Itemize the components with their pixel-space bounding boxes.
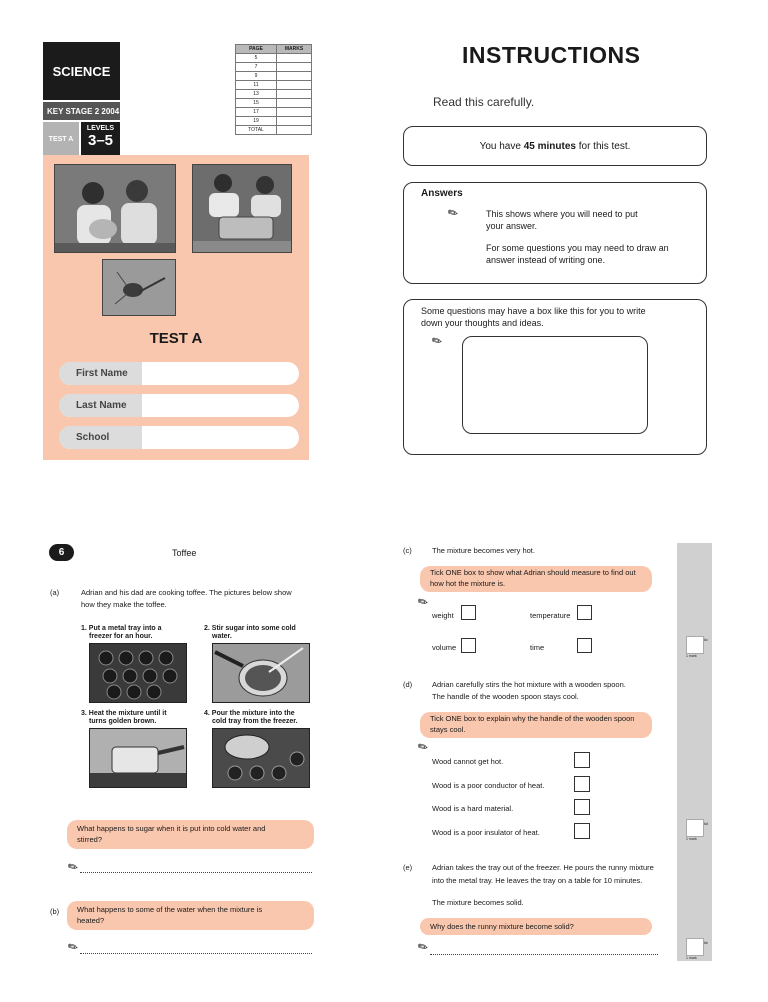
step-1-photo bbox=[89, 643, 187, 703]
pencil-icon: ✎ bbox=[65, 938, 81, 956]
last-name-label: Last Name bbox=[59, 394, 142, 417]
answers-text-2a: For some questions you may need to draw an bbox=[486, 243, 669, 253]
photo-insect bbox=[102, 259, 176, 316]
saucepan-heat-image bbox=[90, 729, 186, 787]
box-text-b: down your thoughts and ideas. bbox=[421, 318, 544, 328]
option-poor-conductor-checkbox[interactable] bbox=[574, 776, 590, 792]
marks-table-page: 11 bbox=[236, 81, 277, 90]
photo-children-tray bbox=[192, 164, 292, 253]
marks-table-cell[interactable] bbox=[277, 117, 312, 126]
step-3-line-2: turns golden brown. bbox=[89, 718, 157, 725]
option-poor-conductor-label: Wood is a poor conductor of heat. bbox=[432, 781, 545, 790]
marks-table-total: TOTAL bbox=[236, 126, 277, 135]
option-time-checkbox[interactable] bbox=[577, 638, 592, 653]
answer-line-b[interactable] bbox=[80, 953, 312, 954]
marks-table-header-marks: MARKS bbox=[277, 45, 312, 54]
option-volume-checkbox[interactable] bbox=[461, 638, 476, 653]
step-2-line-2: water. bbox=[212, 633, 232, 640]
question-number-badge: 6 bbox=[49, 544, 74, 561]
option-weight-label: weight bbox=[432, 611, 454, 620]
pencil-icon: ✎ bbox=[415, 593, 431, 611]
subject-title: SCIENCE bbox=[52, 63, 111, 79]
marks-table-header-page: PAGE bbox=[236, 45, 277, 54]
mark-label-e: 1 mark bbox=[686, 956, 697, 960]
part-e-text-2: into the metal tray. He leaves the tray on a table for 10 minutes. bbox=[432, 876, 643, 885]
step-2-photo bbox=[212, 643, 310, 703]
marks-table-page: 15 bbox=[236, 99, 277, 108]
step-3-line-1: Heat the mixture until it bbox=[88, 710, 167, 717]
option-cannot-get-hot-label: Wood cannot get hot. bbox=[432, 757, 504, 766]
mark-code-e: 6e bbox=[704, 941, 708, 945]
mark-code-d: 6d bbox=[704, 822, 708, 826]
time-text bbox=[404, 140, 706, 153]
step-2-line-1: Stir sugar into some cold bbox=[211, 625, 296, 632]
mark-code-c: 6c bbox=[704, 638, 708, 642]
levels-range: 3–5 bbox=[87, 132, 114, 149]
photo-children-tray-image bbox=[193, 165, 292, 253]
marks-table-page: 5 bbox=[236, 54, 277, 63]
question-d-prompt bbox=[420, 712, 652, 738]
step-3-label bbox=[81, 710, 167, 718]
answers-text-1b: your answer. bbox=[486, 221, 538, 231]
marks-table-page: 13 bbox=[236, 90, 277, 99]
step-4-label bbox=[204, 710, 295, 718]
pencil-icon: ✎ bbox=[65, 858, 81, 876]
answer-writing-box[interactable] bbox=[462, 336, 648, 434]
levels-label: LEVELS bbox=[86, 125, 115, 132]
step-4-num: 4. bbox=[204, 710, 210, 717]
marks-margin bbox=[677, 543, 712, 961]
part-b-label: (b) bbox=[50, 907, 60, 916]
marks-table-page: 19 bbox=[236, 117, 277, 126]
answers-heading: Answers bbox=[421, 188, 463, 199]
option-volume-label: volume bbox=[432, 643, 457, 652]
saucepan-stir-image bbox=[213, 644, 309, 702]
option-temperature-label: temperature bbox=[530, 611, 571, 620]
step-1-line-2: freezer for an hour. bbox=[89, 633, 153, 640]
levels-badge bbox=[81, 122, 120, 156]
mark-box-d[interactable] bbox=[686, 819, 704, 837]
part-d-text-2: The handle of the wooden spoon stays cool. bbox=[432, 692, 579, 701]
school-label: School bbox=[59, 426, 142, 449]
photo-children-experiment-image bbox=[55, 165, 176, 253]
question-a-line-2: stirred? bbox=[77, 835, 103, 844]
question-c-line-2: how hot the mixture is. bbox=[430, 579, 506, 588]
part-a-text-2: how they make the toffee. bbox=[81, 600, 167, 609]
part-a-label: (a) bbox=[50, 588, 60, 597]
part-e-label: (e) bbox=[403, 863, 413, 872]
mark-box-c[interactable] bbox=[686, 636, 704, 654]
option-hard-material-label: Wood is a hard material. bbox=[432, 804, 514, 813]
instructions-title: INSTRUCTIONS bbox=[462, 42, 641, 68]
muffin-tray-image bbox=[90, 644, 186, 702]
instructions-read: Read this carefully. bbox=[433, 95, 535, 109]
option-poor-insulator-checkbox[interactable] bbox=[574, 823, 590, 839]
step-2-num: 2. bbox=[204, 625, 210, 632]
marks-table-cell[interactable] bbox=[277, 63, 312, 72]
pencil-icon: ✎ bbox=[415, 738, 431, 756]
time-bold: 45 minutes bbox=[523, 141, 576, 152]
part-c-label: (c) bbox=[403, 546, 412, 555]
mark-box-e[interactable] bbox=[686, 938, 704, 956]
question-e-line: Why does the runny mixture become solid? bbox=[430, 922, 574, 931]
part-c-text: The mixture becomes very hot. bbox=[432, 546, 535, 555]
step-3-num: 3. bbox=[81, 710, 87, 717]
part-a-text-1: Adrian and his dad are cooking toffee. The pictures below show bbox=[81, 588, 292, 597]
part-d-label: (d) bbox=[403, 680, 413, 689]
question-c-prompt bbox=[420, 566, 652, 592]
marks-table-cell[interactable] bbox=[277, 90, 312, 99]
pour-mixture-image bbox=[213, 729, 309, 787]
answers-text-1a: This shows where you will need to put bbox=[486, 209, 638, 219]
first-name-field[interactable] bbox=[59, 362, 299, 385]
part-e-text-3: The mixture becomes solid. bbox=[432, 898, 524, 907]
question-d-line-2: stays cool. bbox=[430, 725, 466, 734]
first-name-label: First Name bbox=[59, 362, 142, 385]
step-1-label bbox=[81, 625, 162, 633]
question-e-prompt bbox=[420, 918, 652, 935]
cover-test-title: TEST A bbox=[149, 330, 203, 347]
photo-children-experiment bbox=[54, 164, 176, 253]
part-e-text-1: Adrian takes the tray out of the freezer. He pours the runny mixture bbox=[432, 863, 654, 872]
option-time-label: time bbox=[530, 643, 545, 652]
option-weight-checkbox[interactable] bbox=[461, 605, 476, 620]
step-1-line-1: Put a metal tray into a bbox=[88, 625, 162, 632]
answers-text-2b: answer instead of writing one. bbox=[486, 255, 606, 265]
answers-box bbox=[403, 182, 707, 284]
marks-table-cell[interactable] bbox=[277, 126, 312, 135]
key-stage-label: KEY STAGE 2 2004 bbox=[43, 102, 120, 120]
marks-table-cell[interactable] bbox=[277, 99, 312, 108]
question-a-prompt bbox=[67, 820, 314, 849]
school-field[interactable] bbox=[59, 426, 299, 449]
pencil-icon: ✎ bbox=[429, 332, 445, 350]
question-a-line-1: What happens to sugar when it is put into cold water and bbox=[77, 824, 266, 833]
step-4-photo bbox=[212, 728, 310, 788]
time-suffix: for this test. bbox=[575, 141, 631, 152]
box-text-a: Some questions may have a box like this for you to write bbox=[421, 306, 646, 316]
pencil-icon: ✎ bbox=[445, 204, 461, 222]
question-title: Toffee bbox=[172, 548, 197, 558]
option-poor-insulator-label: Wood is a poor insulator of heat. bbox=[432, 828, 540, 837]
question-b-line-1: What happens to some of the water when the mixture is bbox=[77, 905, 263, 914]
step-4-line-1: Pour the mixture into the bbox=[211, 710, 295, 717]
mark-label-d: 1 mark bbox=[686, 837, 697, 841]
mark-label-c: 1 mark bbox=[686, 654, 697, 658]
question-b-prompt bbox=[67, 901, 314, 930]
marks-table-cell[interactable] bbox=[277, 108, 312, 117]
question-d-line-1: Tick ONE box to explain why the handle of the wooden spoon bbox=[430, 714, 635, 723]
marks-table-cell[interactable] bbox=[277, 54, 312, 63]
answer-line-e[interactable] bbox=[430, 954, 658, 955]
question-b-line-2: heated? bbox=[77, 916, 105, 925]
pencil-icon: ✎ bbox=[415, 938, 431, 956]
step-4-line-2: cold tray from the freezer. bbox=[212, 718, 298, 725]
option-temperature-checkbox[interactable] bbox=[577, 605, 592, 620]
marks-table-page: 9 bbox=[236, 72, 277, 81]
time-box bbox=[403, 126, 707, 166]
marks-table-page: 7 bbox=[236, 63, 277, 72]
answer-line-a[interactable] bbox=[80, 872, 312, 873]
step-2-label bbox=[204, 625, 296, 633]
step-3-photo bbox=[89, 728, 187, 788]
part-d-text-1: Adrian carefully stirs the hot mixture with a wooden spoon. bbox=[432, 680, 626, 689]
marks-table bbox=[235, 44, 312, 135]
option-hard-material-checkbox[interactable] bbox=[574, 799, 590, 815]
marks-table-cell[interactable] bbox=[277, 81, 312, 90]
time-prefix: You have bbox=[479, 141, 524, 152]
photo-insect-image bbox=[103, 260, 176, 316]
marks-table-page: 17 bbox=[236, 108, 277, 117]
last-name-field[interactable] bbox=[59, 394, 299, 417]
marks-table-cell[interactable] bbox=[277, 72, 312, 81]
subject-banner bbox=[43, 42, 120, 100]
thoughts-box-example bbox=[403, 299, 707, 455]
test-label: TEST A bbox=[43, 122, 79, 156]
option-cannot-get-hot-checkbox[interactable] bbox=[574, 752, 590, 768]
step-1-num: 1. bbox=[81, 625, 87, 632]
question-c-line-1: Tick ONE box to show what Adrian should measure to find out bbox=[430, 568, 636, 577]
